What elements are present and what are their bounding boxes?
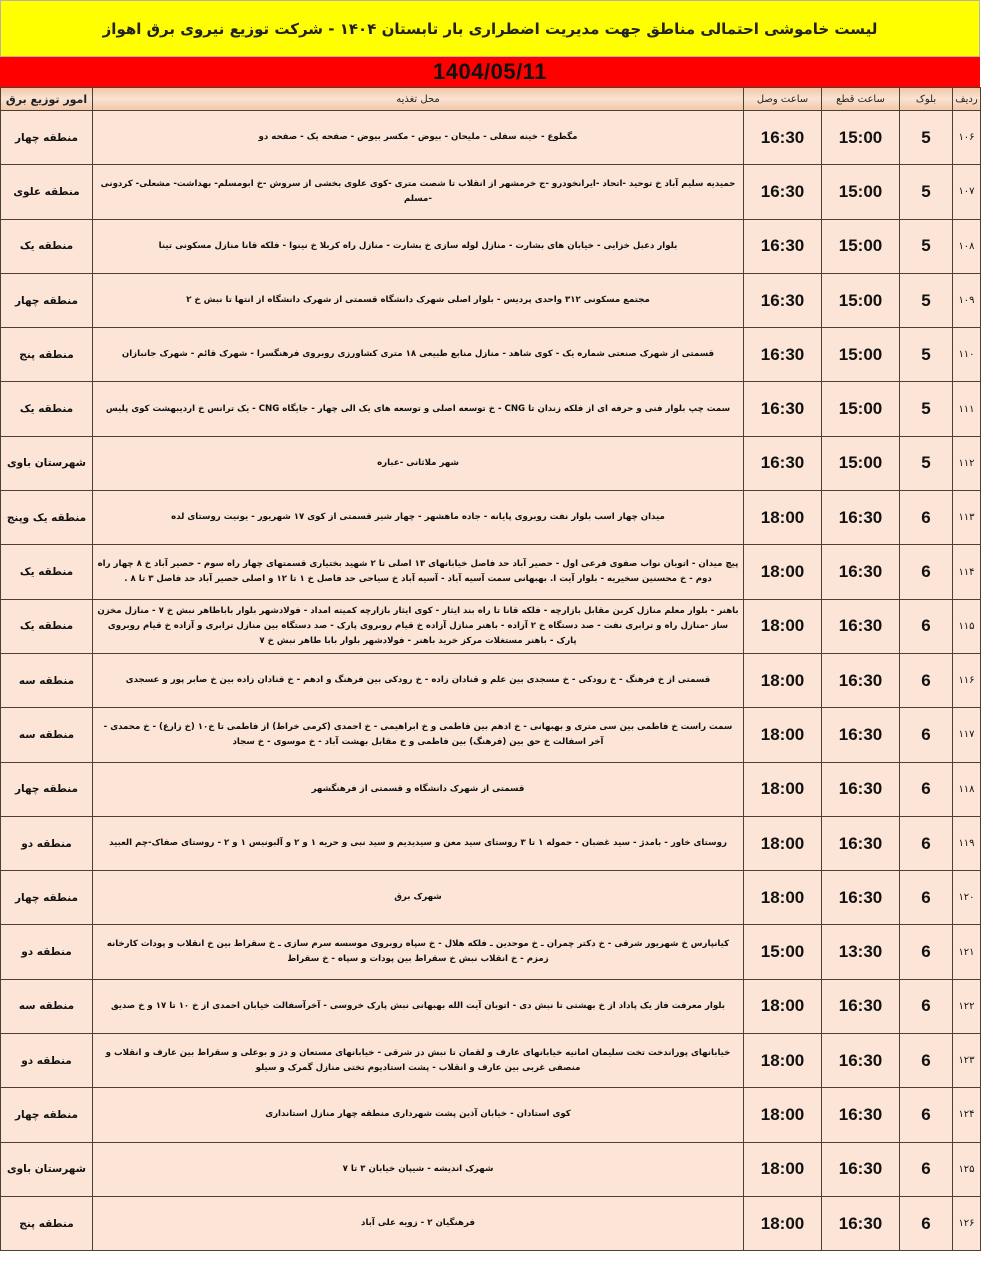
- table-row: [1, 219, 981, 273]
- row-number-cell: ۱۲۵: [953, 1142, 981, 1196]
- row-number-cell: ۱۰۷: [953, 165, 981, 219]
- connect-time-cell: 18:00: [744, 871, 822, 925]
- schedule-date: 1404/05/11: [0, 57, 980, 87]
- connect-time-cell: 15:00: [744, 925, 822, 979]
- location-cell: پیچ میدان - اتوبان نواب صفوی فرعی اول - حصیر آباد حد فاصل خیابانهای ۱۳ اصلی تا ۲ شهید بختیاری قسمتهای چهار راه سوم - حصیر آباد خ ۸ چهار راه دوم - خ محسنین سخیریه - بلوار آیت ا. بهبهانی سمت آسیه آباد - آسیه آباد خ سیاحی حد فاصل خ ۱ تا ۱۲ و اصلی حصیر آباد حد فاصل ۳ تا ۸ .: [93, 545, 744, 599]
- connect-time-cell: 18:00: [744, 1088, 822, 1142]
- column-header-cut-time: ساعت قطع: [822, 88, 900, 111]
- table-row: [1, 599, 981, 653]
- area-cell: منطقه دو: [1, 1034, 93, 1088]
- connect-time-cell: 18:00: [744, 599, 822, 653]
- row-number-cell: ۱۱۳: [953, 491, 981, 545]
- area-cell: منطقه یک: [1, 219, 93, 273]
- row-number-cell: ۱۱۸: [953, 762, 981, 816]
- connect-time-cell: 18:00: [744, 1142, 822, 1196]
- row-number-cell: ۱۲۱: [953, 925, 981, 979]
- cut-time-cell: 16:30: [822, 762, 900, 816]
- location-cell: میدان چهار اسب بلوار نفت روبروی پایانه - جاده ماهشهر - چهار شیر قسمتی از کوی ۱۷ شهریور - یونیت روستای لده: [93, 491, 744, 545]
- table-row: [1, 816, 981, 870]
- area-cell: منطقه سه: [1, 979, 93, 1033]
- area-cell: منطقه چهار: [1, 111, 93, 165]
- row-number-cell: ۱۰۸: [953, 219, 981, 273]
- block-cell: 6: [900, 871, 953, 925]
- area-cell: منطقه چهار: [1, 871, 93, 925]
- column-header-connect-time: ساعت وصل: [744, 88, 822, 111]
- cut-time-cell: 16:30: [822, 1088, 900, 1142]
- cut-time-cell: 15:00: [822, 382, 900, 436]
- block-cell: 6: [900, 1196, 953, 1250]
- block-cell: 6: [900, 1088, 953, 1142]
- connect-time-cell: 18:00: [744, 979, 822, 1033]
- area-cell: منطقه دو: [1, 816, 93, 870]
- connect-time-cell: 18:00: [744, 545, 822, 599]
- location-cell: شهرک اندیشه - شیپان خیابان ۳ تا ۷: [93, 1142, 744, 1196]
- block-cell: 5: [900, 219, 953, 273]
- area-cell: منطقه سه: [1, 653, 93, 707]
- location-cell: شهرک برق: [93, 871, 744, 925]
- connect-time-cell: 16:30: [744, 273, 822, 327]
- area-cell: منطقه پنج: [1, 328, 93, 382]
- location-cell: سمت چپ بلوار فنی و حرفه ای از فلکه زندان تا CNG - خ توسعه اصلی و توسعه های یک الی چهار - جایگاه CNG - یک ترانس خ اردیبهشت کوی پلیس: [93, 382, 744, 436]
- connect-time-cell: 18:00: [744, 708, 822, 762]
- block-cell: 6: [900, 1034, 953, 1088]
- cut-time-cell: 16:30: [822, 871, 900, 925]
- table-row: [1, 491, 981, 545]
- row-number-cell: ۱۲۰: [953, 871, 981, 925]
- block-cell: 6: [900, 816, 953, 870]
- table-row: [1, 273, 981, 327]
- row-number-cell: ۱۰۹: [953, 273, 981, 327]
- row-number-cell: ۱۲۴: [953, 1088, 981, 1142]
- cut-time-cell: 15:00: [822, 111, 900, 165]
- cut-time-cell: 16:30: [822, 1196, 900, 1250]
- area-cell: منطقه یک وپنج: [1, 491, 93, 545]
- block-cell: 5: [900, 328, 953, 382]
- outage-table: [0, 87, 981, 1251]
- connect-time-cell: 16:30: [744, 328, 822, 382]
- block-cell: 5: [900, 165, 953, 219]
- connect-time-cell: 16:30: [744, 382, 822, 436]
- cut-time-cell: 15:00: [822, 273, 900, 327]
- cut-time-cell: 16:30: [822, 816, 900, 870]
- table-row: [1, 436, 981, 490]
- connect-time-cell: 16:30: [744, 165, 822, 219]
- connect-time-cell: 16:30: [744, 111, 822, 165]
- row-number-cell: ۱۱۵: [953, 599, 981, 653]
- location-cell: کوی استادان - خیابان آذین پشت شهرداری منطقه چهار منازل استانداری: [93, 1088, 744, 1142]
- block-cell: 5: [900, 436, 953, 490]
- table-row: [1, 925, 981, 979]
- table-row: [1, 871, 981, 925]
- location-cell: قسمتی از شهرک صنعتی شماره یک - کوی شاهد - منازل منابع طبیعی ۱۸ متری کشاورزی روبروی فرهنگسرا - شهرک قائم - شهرک جانبازان: [93, 328, 744, 382]
- connect-time-cell: 18:00: [744, 1034, 822, 1088]
- row-number-cell: ۱۲۶: [953, 1196, 981, 1250]
- table-header-row: [1, 88, 981, 111]
- connect-time-cell: 18:00: [744, 816, 822, 870]
- table-row: [1, 382, 981, 436]
- row-number-cell: ۱۱۱: [953, 382, 981, 436]
- row-number-cell: ۱۱۲: [953, 436, 981, 490]
- area-cell: منطقه چهار: [1, 1088, 93, 1142]
- table-row: [1, 762, 981, 816]
- table-body: [1, 111, 981, 1251]
- location-cell: قسمتی از خ فرهنگ - خ رودکی - خ مسجدی بین علم و قنادان زاده - خ رودکی بین فرهنگ و ادهم - خ قنادان زاده بین خ صابر پور و عسجدی: [93, 653, 744, 707]
- column-header-row: ردیف: [953, 88, 981, 111]
- cut-time-cell: 13:30: [822, 925, 900, 979]
- block-cell: 6: [900, 762, 953, 816]
- table-row: [1, 653, 981, 707]
- block-cell: 5: [900, 273, 953, 327]
- location-cell: سمت راست خ فاطمی بین سی متری و بهبهانی - خ ادهم بین فاطمی و خ ابراهیمی - خ احمدی (کرمی خراط) از فاطمی تا خ۱۰ (خ زارع) - خ محمدی - آخر اسفالت خ حق بین (فرهنگ) بین فاطمی و خ مقابل بهشت آباد - خ موسوی - خ سجاد: [93, 708, 744, 762]
- connect-time-cell: 16:30: [744, 219, 822, 273]
- location-cell: روستای خاور - بامدژ - سید غضبان - حموله ۱ تا ۳ روستای سید معن و سیدیدیم و سید نبی و حریه ۱ و ۲ و آلبونیس ۱ و ۲ - روستای صفاک-چم العبید: [93, 816, 744, 870]
- row-number-cell: ۱۱۰: [953, 328, 981, 382]
- cut-time-cell: 15:00: [822, 328, 900, 382]
- cut-time-cell: 16:30: [822, 491, 900, 545]
- table-row: [1, 708, 981, 762]
- area-cell: منطقه سه: [1, 708, 93, 762]
- location-cell: حمیدیه سلیم آباد خ توحید -اتحاد -ایرانخودرو -ج خرمشهر از انقلاب تا شصت متری -کوی علوی بخشی از سروش -خ ابومسلم- بهداشت- مشعلی- کردونی -مسلم: [93, 165, 744, 219]
- cut-time-cell: 16:30: [822, 545, 900, 599]
- column-header-location: محل تغذیه: [93, 88, 744, 111]
- area-cell: منطقه چهار: [1, 273, 93, 327]
- table-row: [1, 1034, 981, 1088]
- row-number-cell: ۱۱۷: [953, 708, 981, 762]
- location-cell: باهنر - بلوار معلم منازل کربن مقابل بازارچه - فلکه قانا تا راه بند ایثار - کوی ایثار بازارچه کمیته امداد - فولادشهر بلوار باباطاهر نبش خ ۷ - منازل مخزن ساز -منازل راه و ترابری نفت - صد دستگاه خ ۲ آزاده - باهنر منازل آزاده خ قیام روبروی پارک - صد دستگاه بین منازل ترابری و آزاده خ قیام روبروی پارک - باهنر مستغلات مرکز خرید باهنر - فولادشهر بلوار بابا طاهر نبش خ ۷: [93, 599, 744, 653]
- row-number-cell: ۱۲۳: [953, 1034, 981, 1088]
- location-cell: مجتمع مسکونی ۳۱۲ واحدی پردیس - بلوار اصلی شهرک دانشگاه قسمتی از شهرک دانشگاه از انتها تا نبش خ ۲: [93, 273, 744, 327]
- block-cell: 6: [900, 925, 953, 979]
- area-cell: منطقه یک: [1, 545, 93, 599]
- block-cell: 6: [900, 545, 953, 599]
- block-cell: 5: [900, 111, 953, 165]
- table-row: [1, 1088, 981, 1142]
- block-cell: 6: [900, 491, 953, 545]
- area-cell: منطقه یک: [1, 382, 93, 436]
- block-cell: 5: [900, 382, 953, 436]
- cut-time-cell: 16:30: [822, 1034, 900, 1088]
- table-row: [1, 1142, 981, 1196]
- table-row: [1, 165, 981, 219]
- column-header-block: بلوک: [900, 88, 953, 111]
- connect-time-cell: 16:30: [744, 436, 822, 490]
- row-number-cell: ۱۱۹: [953, 816, 981, 870]
- block-cell: 6: [900, 1142, 953, 1196]
- block-cell: 6: [900, 708, 953, 762]
- area-cell: منطقه علوی: [1, 165, 93, 219]
- connect-time-cell: 18:00: [744, 653, 822, 707]
- connect-time-cell: 18:00: [744, 491, 822, 545]
- table-row: [1, 1196, 981, 1250]
- location-cell: کیانپارس خ شهریور شرقی - خ دکتر چمران ـ خ موحدین ـ فلکه هلال - خ سپاه روبروی موسسه سرم سازی ـ خ سقراط بین خ انقلاب و پودات کارخانه زمزم - خ انقلاب نبش خ سقراط بین پودات و سپاه - خ سقراط: [93, 925, 744, 979]
- area-cell: منطقه یک: [1, 599, 93, 653]
- table-row: [1, 328, 981, 382]
- table-row: [1, 979, 981, 1033]
- block-cell: 6: [900, 599, 953, 653]
- row-number-cell: ۱۱۶: [953, 653, 981, 707]
- location-cell: خیابانهای پوراندخت تخت سلیمان امانیه خیابانهای عارف و لقمان تا نبش دز شرقی - خیابانهای مستعان و دز و بوعلی و سقراط بین عارف و انقلاب و منصفی غربی بین عارف و انقلاب - پشت استادیوم تختی منازل گمرک و سیلو: [93, 1034, 744, 1088]
- location-cell: شهر ملاثانی -عباره: [93, 436, 744, 490]
- cut-time-cell: 16:30: [822, 979, 900, 1033]
- row-number-cell: ۱۲۲: [953, 979, 981, 1033]
- row-number-cell: ۱۰۶: [953, 111, 981, 165]
- location-cell: قسمتی از شهرک دانشگاه و قسمتی از فرهنگشهر: [93, 762, 744, 816]
- location-cell: بلوار معرفت فاز یک پاداد از خ بهشتی تا نبش دی - اتوبان آیت الله بهبهانی نبش پارک خروسی - آخرآسفالت خیابان احمدی از خ ۱۰ تا ۱۷ و خ صدیق: [93, 979, 744, 1033]
- row-number-cell: ۱۱۴: [953, 545, 981, 599]
- location-cell: مگطوع - خینه سفلی - ملیحان - بیوض - مکسر بیوض - صفحه یک - صفحه دو: [93, 111, 744, 165]
- page-title: لیست خاموشی احتمالی مناطق جهت مدیریت اضطراری بار تابستان ۱۴۰۴ - شرکت توزیع نیروی برق اهواز: [0, 0, 980, 57]
- location-cell: بلوار دعبل خزایی - خیابان های بشارت - منازل لوله سازی خ بشارت - منازل راه کربلا خ نینوا - فلکه قانا منازل مسکونی تینا: [93, 219, 744, 273]
- area-cell: شهرستان باوی: [1, 436, 93, 490]
- cut-time-cell: 16:30: [822, 653, 900, 707]
- area-cell: شهرستان باوی: [1, 1142, 93, 1196]
- cut-time-cell: 16:30: [822, 708, 900, 762]
- cut-time-cell: 15:00: [822, 436, 900, 490]
- area-cell: منطقه چهار: [1, 762, 93, 816]
- area-cell: منطقه دو: [1, 925, 93, 979]
- connect-time-cell: 18:00: [744, 1196, 822, 1250]
- block-cell: 6: [900, 979, 953, 1033]
- block-cell: 6: [900, 653, 953, 707]
- cut-time-cell: 16:30: [822, 599, 900, 653]
- table-row: [1, 111, 981, 165]
- location-cell: فرهنگیان ۲ - زویه علی آباد: [93, 1196, 744, 1250]
- connect-time-cell: 18:00: [744, 762, 822, 816]
- table-row: [1, 545, 981, 599]
- column-header-area: امور توزیع برق: [1, 88, 93, 111]
- cut-time-cell: 16:30: [822, 1142, 900, 1196]
- cut-time-cell: 15:00: [822, 165, 900, 219]
- cut-time-cell: 15:00: [822, 219, 900, 273]
- area-cell: منطقه پنج: [1, 1196, 93, 1250]
